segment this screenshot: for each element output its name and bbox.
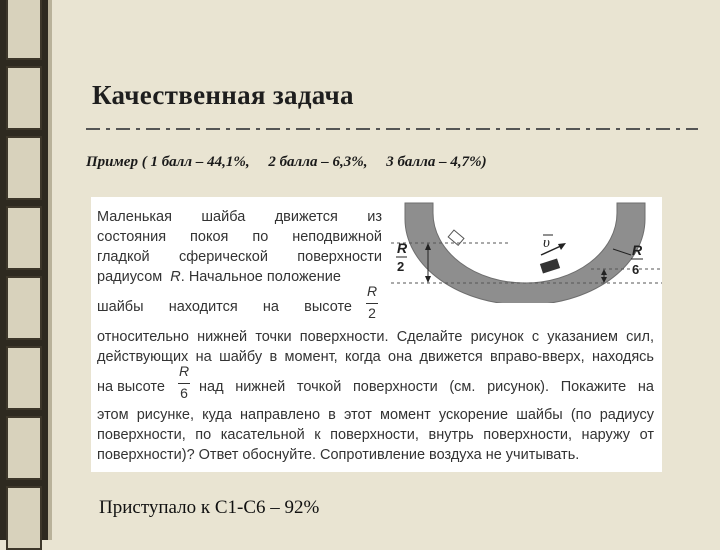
problem-line: гладкой сферической поверхности <box>97 249 383 265</box>
puck-initial-outline <box>448 230 464 245</box>
fraction-numerator: R <box>178 363 190 379</box>
film-strip-decoration <box>0 0 48 540</box>
puck <box>540 258 560 273</box>
problem-line: над нижней точкой поверхности (см. рисунок). Покажите на <box>199 379 654 395</box>
problem-line: действующих на шайбу в момент, когда она движется вправо-вверх, находясь <box>97 349 654 365</box>
film-frame <box>6 0 42 60</box>
fraction-denominator: 2 <box>368 305 376 321</box>
film-frame <box>6 346 42 410</box>
problem-line: поверхности, по касательной к поверхности, внутрь поверхности, наружу от <box>97 427 654 443</box>
film-frame <box>6 66 42 130</box>
problem-line: Маленькая шайба движется из <box>97 209 383 225</box>
problem-line: состояния покоя по неподвижной <box>97 229 383 245</box>
right-label-numerator: R <box>632 242 643 258</box>
right-label-denominator: 6 <box>632 262 640 277</box>
footer-stat: Приступало к С1-С6 – 92% <box>99 497 320 518</box>
bowl-surface <box>405 203 645 303</box>
film-edge <box>48 0 52 540</box>
problem-line: относительно нижней точки поверхности. Сделайте рисунок с указанием сил, <box>97 329 654 345</box>
velocity-label: υ <box>543 235 550 251</box>
fraction-bar <box>366 303 378 304</box>
divider-line <box>86 128 698 130</box>
film-frame <box>6 416 42 480</box>
problem-line: шайбы находится на высоте <box>97 299 352 315</box>
fraction-bar <box>178 383 190 384</box>
film-frame <box>6 486 42 550</box>
problem-line: радиусом R. Начальное положение <box>97 269 341 285</box>
problem-line: на высоте <box>97 379 165 395</box>
problem-line: этом рисунке, куда направлено в этот момент ускорение шайбы (по радиусу <box>97 407 654 423</box>
film-frame <box>6 276 42 340</box>
fraction-denominator: 6 <box>180 385 188 401</box>
problem-card <box>91 197 662 472</box>
example-stats: Пример ( 1 балл – 44,1%, 2 балла – 6,3%, 3 балла – 4,7%) <box>86 154 487 170</box>
bowl-figure <box>391 197 662 303</box>
problem-line: поверхности)? Ответ обоснуйте. Сопротивление воздуха не учитывать. <box>97 447 580 463</box>
left-label-numerator: R <box>397 240 408 256</box>
left-label-denominator: 2 <box>397 259 405 274</box>
film-frame <box>6 136 42 200</box>
slide-title: Качественная задача <box>92 80 354 110</box>
film-frame <box>6 206 42 270</box>
fraction-numerator: R <box>366 283 378 299</box>
